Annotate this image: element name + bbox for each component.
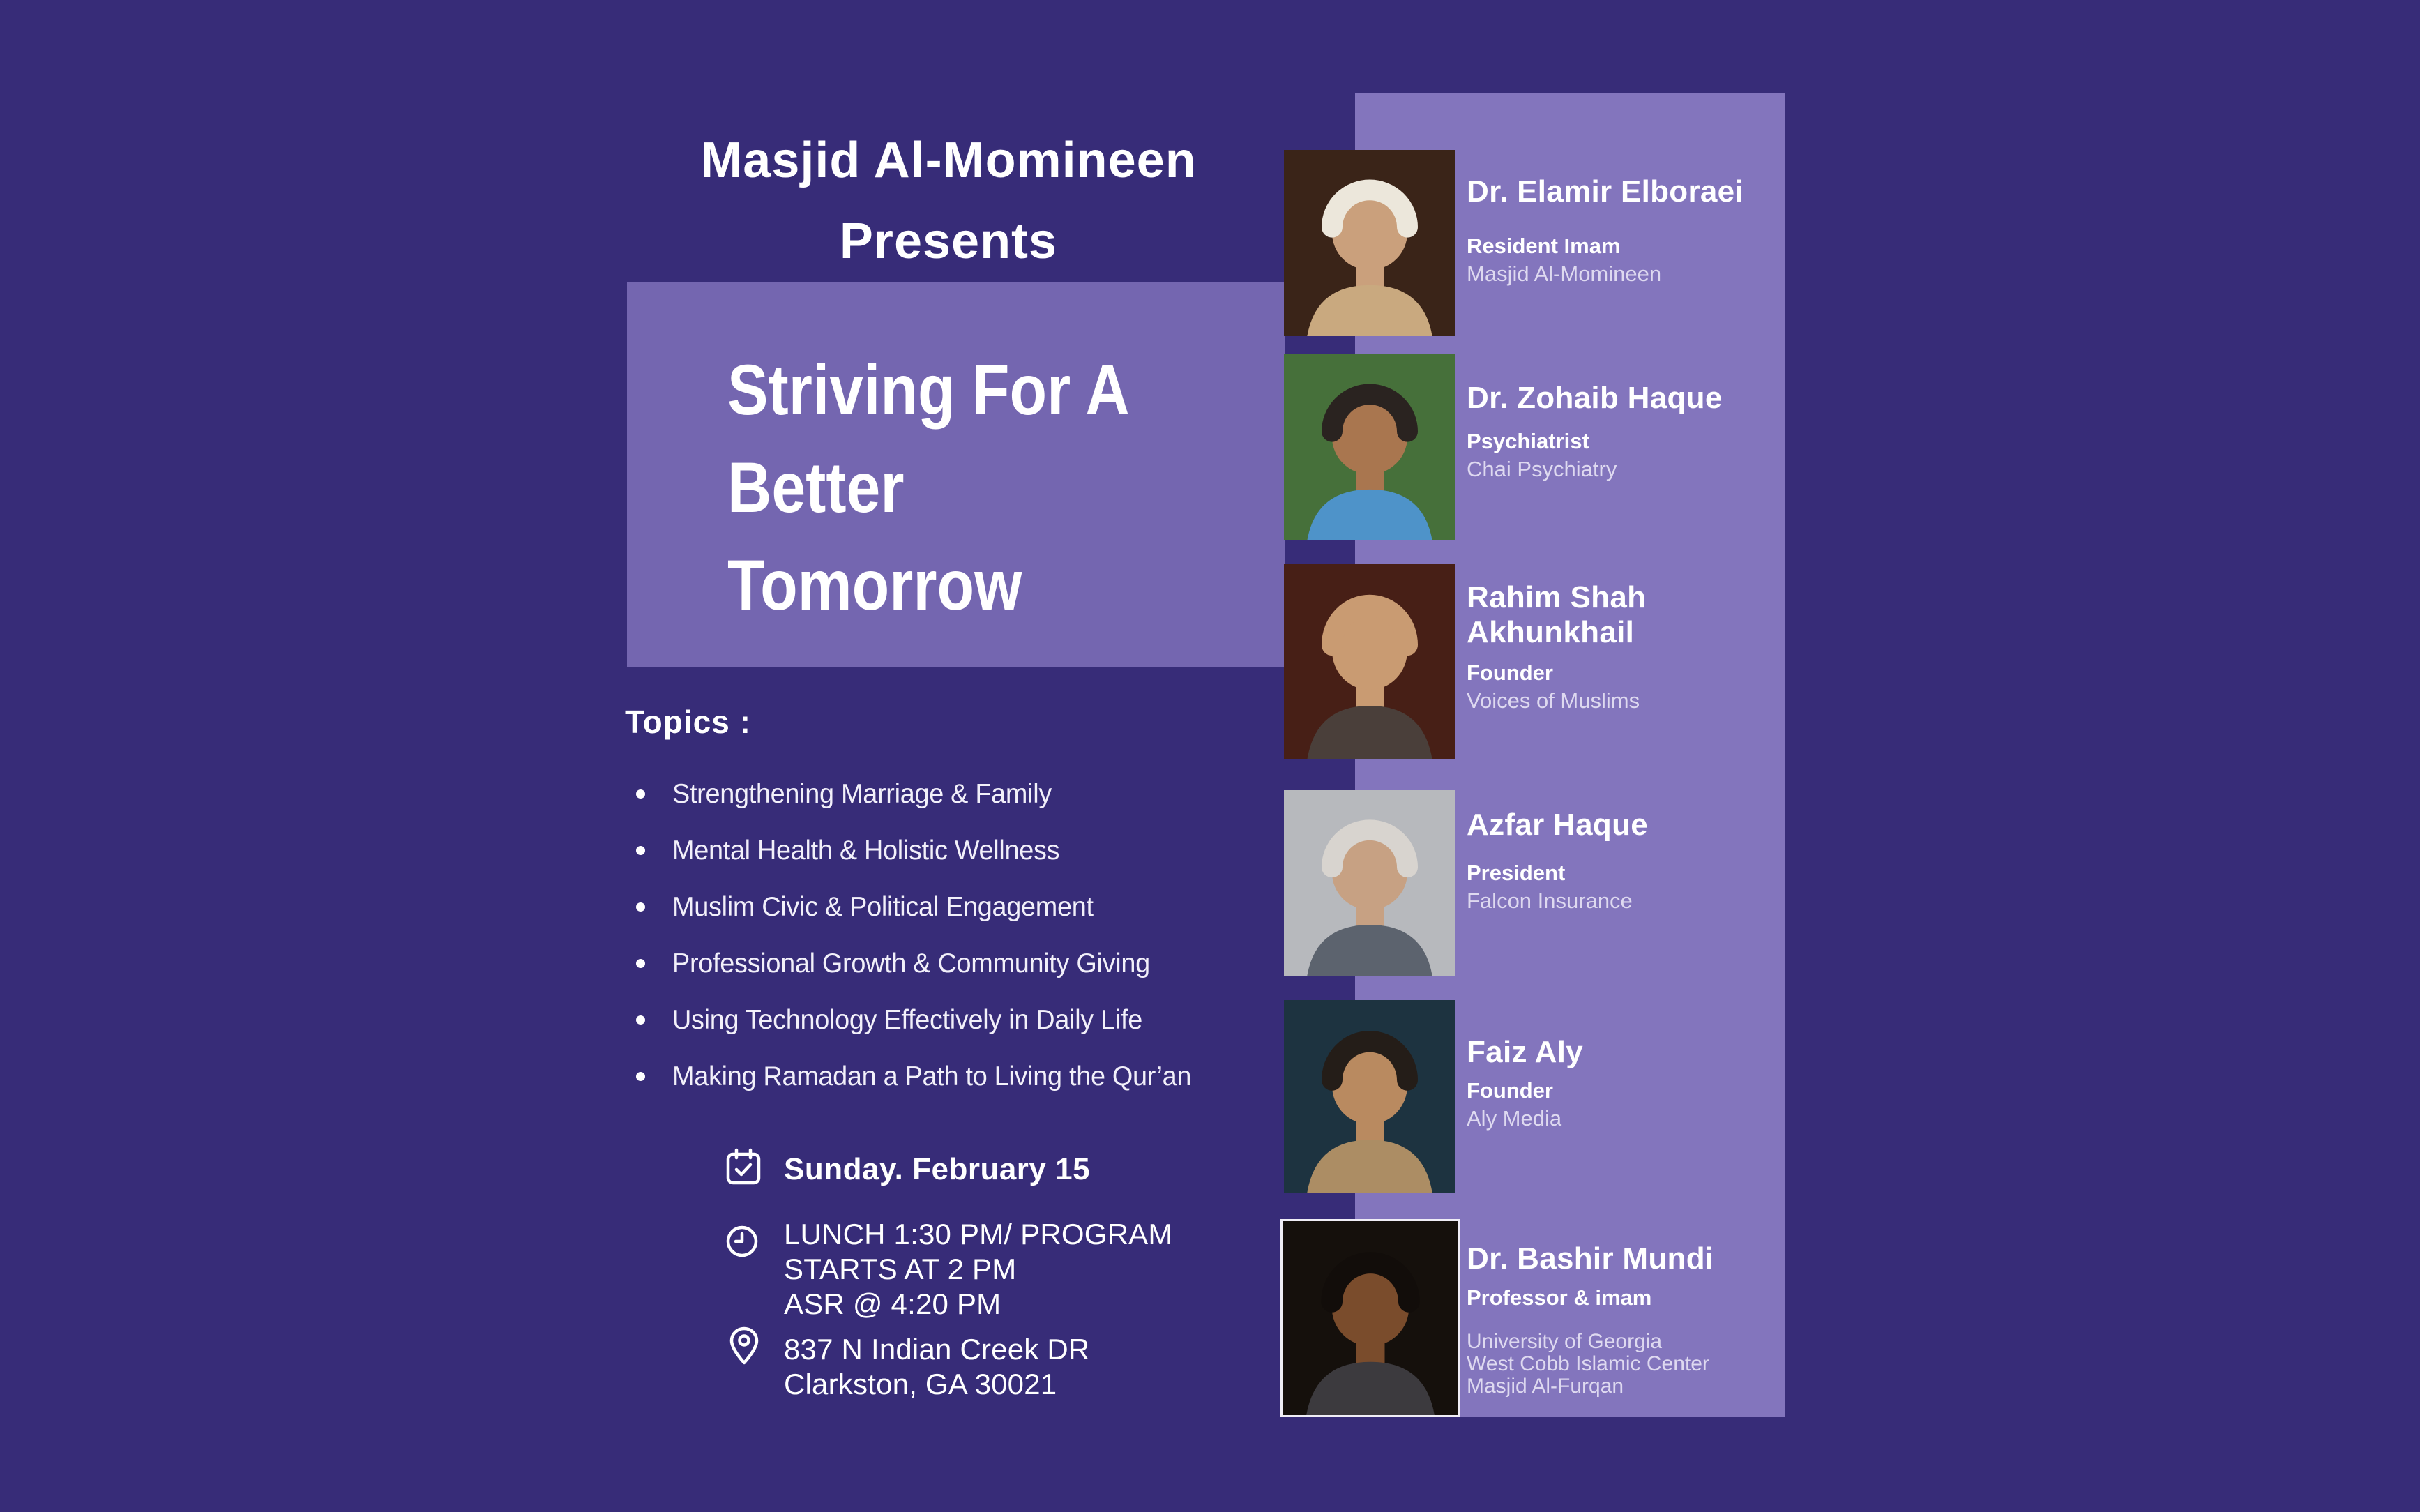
person-icon: [1284, 790, 1455, 976]
topic-item: [636, 766, 1229, 822]
event-time-line-3: ASR @ 4:20 PM: [784, 1287, 1001, 1320]
bullet-dot-icon: [636, 959, 645, 968]
speaker-name: Faiz Aly: [1467, 1035, 1584, 1069]
speaker-card-elamir-elboraei: [1467, 174, 1780, 287]
speaker-role: Resident Imam: [1467, 234, 1621, 258]
bullet-dot-icon: [636, 789, 645, 799]
event-location-line-1: 837 N Indian Creek DR: [784, 1333, 1090, 1366]
person-icon: [1284, 1000, 1455, 1193]
speaker-photo: [1284, 354, 1455, 540]
event-time-line-2: STARTS AT 2 PM: [784, 1253, 1017, 1285]
speaker-photo: [1284, 150, 1455, 336]
calendar-check-icon: [725, 1148, 762, 1186]
speaker-org: West Cobb Islamic Center: [1467, 1352, 1709, 1375]
event-title-line-1: Striving For A: [727, 350, 1130, 430]
clock-icon: [725, 1225, 759, 1258]
speaker-org: Voices of Muslims: [1467, 688, 1640, 713]
speaker-name: Dr. Elamir Elboraei: [1467, 174, 1744, 209]
topic-label: Making Ramadan a Path to Living the Qur’an: [672, 1061, 1192, 1091]
speaker-photo: [1284, 1000, 1455, 1193]
speaker-name: Dr. Zohaib Haque: [1467, 381, 1723, 415]
header-line-2: Presents: [839, 213, 1058, 269]
topics-list: [636, 766, 1229, 1105]
speaker-name: Azfar Haque: [1467, 808, 1649, 842]
person-icon: [1284, 150, 1455, 336]
speaker-org: Chai Psychiatry: [1467, 457, 1617, 481]
speaker-role: Founder: [1467, 660, 1553, 685]
speaker-role: President: [1467, 861, 1566, 885]
speaker-org: Aly Media: [1467, 1106, 1562, 1131]
event-title-box: [627, 282, 1285, 667]
topic-item: [636, 879, 1229, 935]
bullet-dot-icon: [636, 1072, 645, 1081]
event-title-line-2: Better: [727, 448, 905, 527]
person-icon: [1283, 1221, 1458, 1415]
speaker-card-faiz-aly: [1467, 1035, 1780, 1131]
speaker-card-azfar-haque: [1467, 808, 1780, 914]
speaker-card-zohaib-haque: [1467, 381, 1780, 482]
topic-label: Strengthening Marriage & Family: [672, 778, 1052, 809]
speaker-org: Masjid Al-Furqan: [1467, 1375, 1624, 1398]
speaker-photo: [1280, 1219, 1460, 1417]
topic-label: Using Technology Effectively in Daily Life: [672, 1004, 1142, 1035]
speaker-org-list: [1467, 1331, 1780, 1398]
event-time-line-1: LUNCH 1:30 PM/ PROGRAM: [784, 1218, 1173, 1250]
topic-item: [636, 935, 1229, 992]
speaker-role: Professor & imam: [1467, 1285, 1652, 1310]
speaker-org: University of Georgia: [1467, 1330, 1663, 1353]
bullet-dot-icon: [636, 1015, 645, 1025]
speaker-card-bashir-mundi: [1467, 1241, 1780, 1398]
event-location-line-2: Clarkston, GA 30021: [784, 1368, 1057, 1400]
event-date: Sunday. February 15: [784, 1152, 1091, 1186]
topic-label: Muslim Civic & Political Engagement: [672, 891, 1094, 922]
flyer-header: [600, 120, 1297, 282]
topic-item: [636, 822, 1229, 879]
speaker-role: Founder: [1467, 1078, 1553, 1103]
person-icon: [1284, 354, 1455, 540]
speaker-org: Masjid Al-Momineen: [1467, 262, 1662, 286]
bullet-dot-icon: [636, 902, 645, 912]
topics-heading: Topics :: [625, 704, 751, 740]
speaker-name: Rahim Shah Akhunkhail: [1467, 580, 1647, 649]
topic-label: Professional Growth & Community Giving: [672, 948, 1150, 978]
person-icon: [1284, 564, 1455, 759]
event-title: [727, 341, 1195, 634]
speaker-role: Psychiatrist: [1467, 429, 1589, 453]
event-time: [784, 1217, 1173, 1322]
topic-label: Mental Health & Holistic Wellness: [672, 835, 1060, 865]
speaker-card-rahim-shah-akhunkhail: [1467, 580, 1780, 713]
event-location: [784, 1332, 1089, 1402]
topic-item: [636, 1048, 1229, 1105]
event-title-line-3: Tomorrow: [727, 545, 1022, 625]
topic-item: [636, 992, 1229, 1048]
header-line-1: Masjid Al-Momineen: [700, 133, 1197, 188]
speaker-photo: [1284, 790, 1455, 976]
bullet-dot-icon: [636, 846, 645, 855]
speaker-photo: [1284, 564, 1455, 759]
speaker-org: Falcon Insurance: [1467, 889, 1633, 913]
location-pin-icon: [729, 1326, 759, 1366]
speaker-name: Dr. Bashir Mundi: [1467, 1241, 1714, 1276]
